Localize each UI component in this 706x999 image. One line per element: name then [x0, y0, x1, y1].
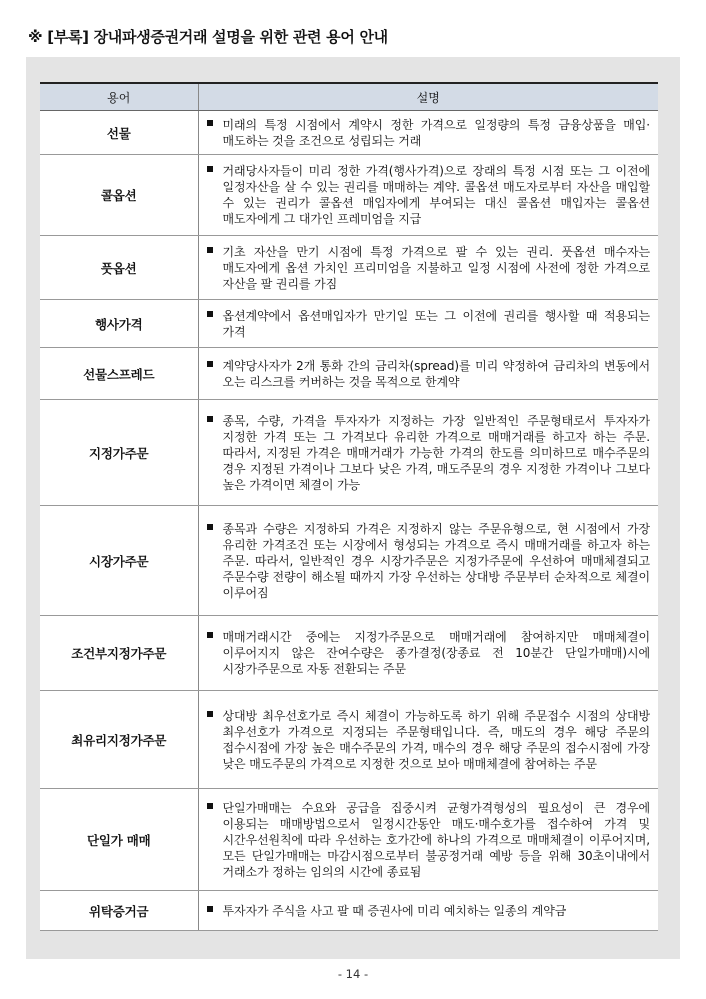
table-row — [40, 400, 658, 506]
table-row — [40, 506, 658, 616]
description-cell — [198, 506, 658, 616]
description-cell — [198, 348, 658, 400]
square-bullet-icon — [207, 361, 213, 367]
square-bullet-icon — [207, 524, 213, 530]
description-cell — [198, 236, 658, 300]
term-cell: 단일가 매매 — [40, 789, 198, 891]
column-header-term: 용어 — [40, 83, 198, 111]
square-bullet-icon — [207, 120, 213, 126]
description-text: 옵션계약에서 옵션매입자가 만기일 또는 그 이전에 권리를 행사할 때 적용되는 가격 — [222, 308, 650, 339]
term-cell: 지정가주문 — [40, 400, 198, 506]
description-text: 투자자가 주식을 사고 팔 때 증권사에 미리 예치하는 일종의 계약금 — [222, 903, 567, 918]
description-cell — [198, 691, 658, 789]
table-row — [40, 891, 658, 931]
description-cell — [198, 300, 658, 348]
table-row — [40, 691, 658, 789]
term-cell: 풋옵션 — [40, 236, 198, 300]
description-text: 종목과 수량은 지정하되 가격은 지정하지 않는 주문유형으로, 현 시점에서 가장 유리한 가격조건 또는 시장에서 형성되는 가격으로 즉시 매매거래를 하고자 하는 주문. 따라서, 일반적인 경우 시장가주문은 지정가주문에 우선하여 매매체결되고 주문수량 전량이 해소될 때까지 가장 우선하는 상대방 주문부터 순차적으로 체결이 이루어짐 — [222, 521, 650, 600]
document-title: ※ [부록] 장내파생증권거래 설명을 위한 관련 용어 안내 — [28, 28, 388, 46]
description-cell — [198, 789, 658, 891]
table-row — [40, 616, 658, 691]
table-row — [40, 155, 658, 236]
description-text: 기초 자산을 만기 시점에 특정 가격으로 팔 수 있는 권리. 풋옵션 매수자는 매도자에게 옵션 가치인 프리미엄을 지불하고 일정 시점에 사전에 정한 가격으로 자산을 팔 권리를 가짐 — [222, 244, 650, 291]
term-cell: 위탁증거금 — [40, 891, 198, 931]
description-text: 계약당사자가 2개 통화 간의 금리차(spread)를 미리 약정하여 금리차의 변동에서 오는 리스크를 커버하는 것을 목적으로 한계약 — [222, 358, 650, 389]
square-bullet-icon — [207, 416, 213, 422]
description-cell — [198, 400, 658, 506]
table-row — [40, 348, 658, 400]
term-cell: 행사가격 — [40, 300, 198, 348]
table-row — [40, 111, 658, 155]
glossary-table — [40, 82, 658, 931]
square-bullet-icon — [207, 711, 213, 717]
description-text: 단일가매매는 수요와 공급을 집중시켜 균형가격형성의 필요성이 큰 경우에 이용되는 매매방법으로서 일정시간동안 매도·매수호가를 접수하여 가격 및 시간우선원칙에 따라 우선하는 호가간에 하나의 가격으로 매매체결이 이루어지며, 모든 단일가매매는 마감시점으로부터 불공정거래 예방 등을 위해 30초이내에서 거래소가 정하는 임의의 시간에 종료됨 — [222, 800, 650, 879]
description-text: 매매거래시간 중에는 지정가주문으로 매매거래에 참여하지만 매매체결이 이루어지지 않은 잔여수량은 종가결정(장종료 전 10분간 단일가매매)시에 시장가주문으로 자동 전환되는 주문 — [222, 630, 650, 676]
square-bullet-icon — [207, 632, 213, 638]
term-cell: 선물 — [40, 111, 198, 155]
description-text: 상대방 최우선호가로 즉시 체결이 가능하도록 하기 위해 주문접수 시점의 상대방 최우선호가 가격으로 지정되는 주문형태입니다. 즉, 매도의 경우 해당 주문의 접수시점에 가장 높은 매수주문의 가격, 매수의 경우 해당 주문의 접수시점에 가장 낮은 매도주문의 가격으로 지정한 것으로 보아 매매체결에 참여하는 주문 — [222, 708, 650, 771]
square-bullet-icon — [207, 247, 213, 253]
square-bullet-icon — [207, 311, 213, 317]
description-cell — [198, 616, 658, 691]
square-bullet-icon — [207, 166, 213, 172]
table-header-row — [40, 83, 658, 111]
column-header-description: 설명 — [198, 83, 658, 111]
square-bullet-icon — [207, 803, 213, 809]
description-text: 종목, 수량, 가격을 투자자가 지정하는 가장 일반적인 주문형태로서 투자자가 지정한 가격 또는 그 가격보다 유리한 가격으로 매매거래를 하고자 하는 주문. 따라서, 지정된 가격은 매매거래가 가능한 가격의 한도를 의미하므로 매수주문의 경우 지정된 가격이나 그보다 낮은 가격, 매도주문의 경우 지정한 가격이나 그보다 높은 가격이면 체결이 가능 — [222, 413, 650, 492]
description-text: 미래의 특정 시점에서 계약시 정한 가격으로 일정량의 특정 금융상품을 매입·매도하는 것을 조건으로 성립되는 거래 — [222, 117, 650, 148]
description-cell — [198, 155, 658, 236]
table-row — [40, 236, 658, 300]
table-row — [40, 789, 658, 891]
description-cell — [198, 111, 658, 155]
page-number: - 14 - — [337, 967, 369, 981]
table-row — [40, 300, 658, 348]
description-text: 거래당사자들이 미리 정한 가격(행사가격)으로 장래의 특정 시점 또는 그 이전에 일정자산을 살 수 있는 권리를 매매하는 계약. 콜옵션 매도자로부터 자산을 매입할 수 있는 권리가 콜옵션 매입자에게 부여되는 대신 콜옵션 매입자는 콜옵션 매도자에게 그 대가인 프레미엄을 지급 — [222, 164, 650, 226]
term-cell: 선물스프레드 — [40, 348, 198, 400]
term-cell: 최유리지정가주문 — [40, 691, 198, 789]
description-cell — [198, 891, 658, 931]
square-bullet-icon — [207, 906, 213, 912]
term-cell: 시장가주문 — [40, 506, 198, 616]
term-cell: 조건부지정가주문 — [40, 616, 198, 691]
term-cell: 콜옵션 — [40, 155, 198, 236]
